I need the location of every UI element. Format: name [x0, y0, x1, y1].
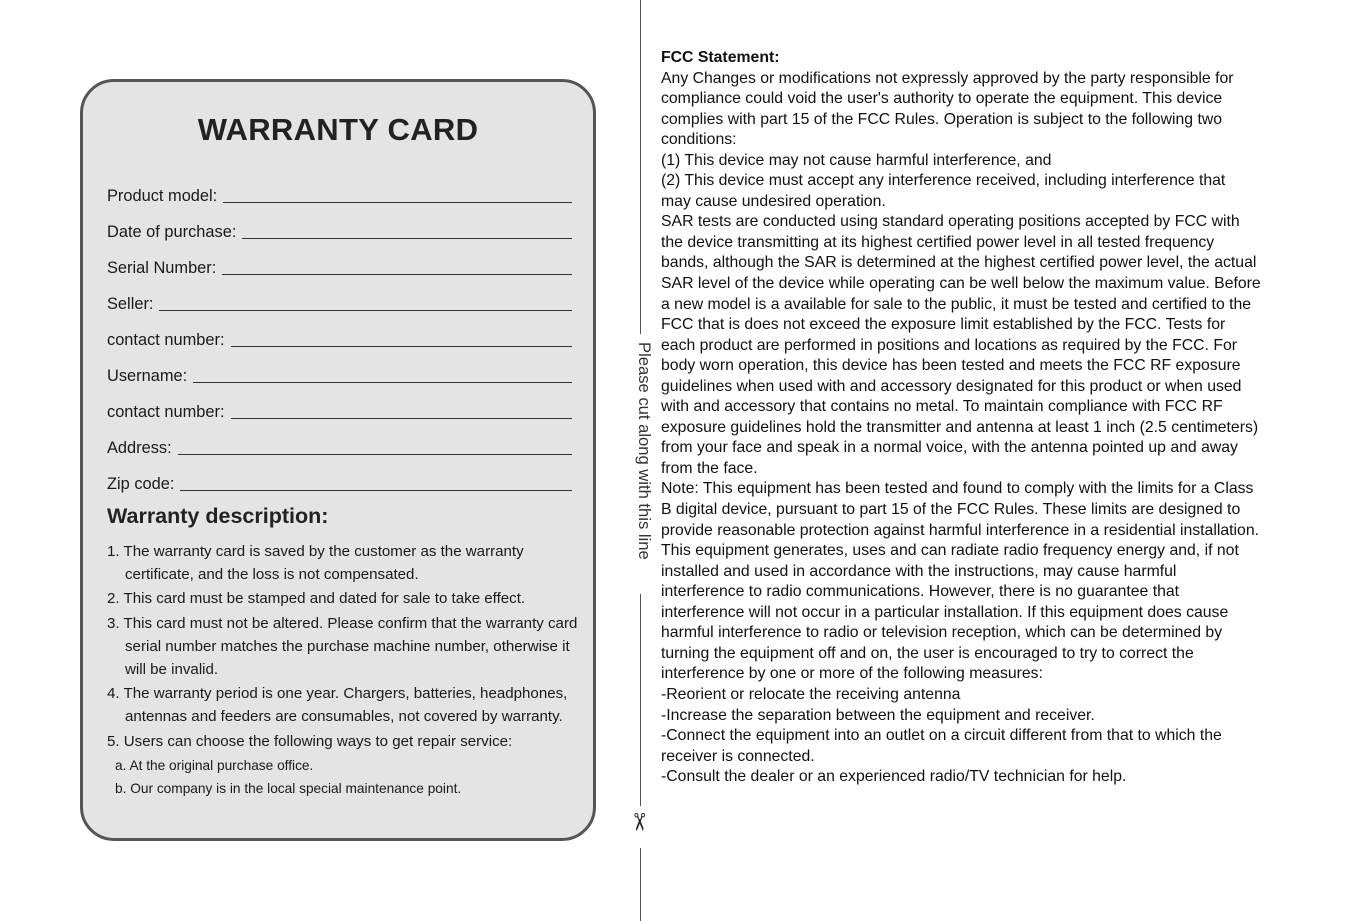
- scissors-icon: ✂: [625, 811, 653, 833]
- field-blank-line: [231, 418, 572, 419]
- cut-line-middle: [640, 594, 641, 806]
- field-blank-line: [223, 202, 572, 203]
- field-seller-contact-number[interactable]: [107, 314, 572, 350]
- fcc-statement: [661, 48, 1313, 788]
- field-user-contact-number[interactable]: [107, 386, 572, 422]
- field-label: Seller:: [107, 295, 154, 313]
- fcc-text-line: with and accessory that contains no metal. To maintain compliance with FCC RF: [661, 398, 1223, 416]
- fcc-text-line: Any Changes or modifications not expressly approved by the party responsible for: [661, 69, 1234, 87]
- warranty-description-list: [107, 541, 589, 800]
- warranty-fields: [107, 170, 572, 494]
- fcc-text-line: complies with part 15 of the FCC Rules. Operation is subject to the following two: [661, 110, 1223, 128]
- fcc-text-line: -Consult the dealer or an experienced radio/TV technician for help.: [661, 768, 1127, 786]
- fcc-text-line: -Increase the separation between the equipment and receiver.: [661, 706, 1095, 724]
- fcc-text-line: guidelines when used with and accessory designated for this product or when used: [661, 377, 1242, 395]
- fcc-text-line: each product are performed in positions and locations as required by the FCC. For: [661, 336, 1238, 354]
- fcc-text-line: compliance could void the user's authority to operate the equipment. This device: [661, 90, 1223, 108]
- fcc-text-line: SAR level of the device while operating can be well below the maximum value. Before: [661, 275, 1261, 293]
- field-label: contact number:: [107, 403, 225, 421]
- field-blank-line: [193, 382, 572, 383]
- warranty-card: [80, 79, 596, 841]
- field-label: Serial Number:: [107, 259, 217, 277]
- fcc-text-line: -Connect the equipment into an outlet on a circuit different from that to which the: [661, 727, 1222, 745]
- fcc-text-line: FCC that is does not exceed the exposure limit established by the FCC. Tests for: [661, 316, 1226, 334]
- warranty-description-title: Warranty description:: [107, 504, 329, 528]
- fcc-text-line: may cause undesired operation.: [661, 192, 886, 210]
- field-label: Date of purchase:: [107, 223, 237, 241]
- fcc-text-line: interference will not occur in a particular installation. If this equipment does cause: [661, 603, 1229, 621]
- fcc-statement-title: FCC Statement:: [661, 49, 780, 66]
- field-username[interactable]: [107, 350, 572, 386]
- list-item: 4. The warranty period is one year. Chargers, batteries, headphones, antennas and feeders are consumables, not covered by warranty.: [107, 685, 568, 725]
- list-item: 3. This card must not be altered. Please confirm that the warranty card serial number matches the purchase machine number, otherwise it will be invalid.: [107, 614, 578, 678]
- list-sub-item: a. At the original purchase office.: [115, 758, 314, 774]
- field-label: Address:: [107, 439, 172, 457]
- fcc-text-line: from your face and speak in a normal voice, with the antenna pointed up and away: [661, 439, 1238, 457]
- fcc-text-line: Note: This equipment has been tested and found to comply with the limits for a Class: [661, 480, 1254, 498]
- fcc-text-line: (2) This device must accept any interference received, including interference that: [661, 172, 1226, 190]
- field-blank-line: [178, 454, 572, 455]
- fcc-text-line: This equipment generates, uses and can radiate radio frequency energy and, if not: [661, 542, 1239, 560]
- field-address[interactable]: [107, 422, 572, 458]
- fcc-text-line: installed and used in accordance with the instructions, may cause harmful: [661, 562, 1177, 580]
- fcc-text-line: -Reorient or relocate the receiving antenna: [661, 685, 961, 703]
- fcc-text-line: turning the equipment off and on, the user is encouraged to try to correct the: [661, 644, 1194, 662]
- fcc-text-line: interference to radio communications. However, there is no guarantee that: [661, 583, 1180, 601]
- field-blank-line: [222, 274, 572, 275]
- field-date-of-purchase[interactable]: [107, 206, 572, 242]
- fcc-text-line: B digital device, pursuant to part 15 of the FCC Rules. These limits are designed to: [661, 501, 1241, 519]
- fcc-text-line: interference by one or more of the following measures:: [661, 665, 1043, 683]
- field-blank-line: [159, 310, 572, 311]
- warranty-card-title: WARRANTY CARD: [197, 112, 479, 147]
- fcc-text-line: SAR tests are conducted using standard operating positions accepted by FCC with: [661, 213, 1240, 231]
- fcc-text-line: bands, although the SAR is determined at the highest certified power level, the actual: [661, 254, 1257, 272]
- field-label: contact number:: [107, 331, 225, 349]
- field-seller[interactable]: [107, 278, 572, 314]
- field-product-model[interactable]: [107, 170, 572, 206]
- field-zip-code[interactable]: [107, 458, 572, 494]
- fcc-text-line: exposure guidelines hold the transmitter and antenna at least 1 inch (2.5 centimeters): [661, 418, 1259, 436]
- fcc-text-line: the device transmitting at its highest certified power level in all tested frequency: [661, 233, 1215, 251]
- list-item: 2. This card must be stamped and dated for sale to take effect.: [107, 590, 526, 608]
- field-blank-line: [180, 490, 572, 491]
- fcc-text-line: provide reasonable protection against harmful interference in a residential installation.: [661, 521, 1259, 539]
- field-serial-number[interactable]: [107, 242, 572, 278]
- list-item: 5. Users can choose the following ways to get repair service:: [107, 732, 513, 750]
- cut-line-upper: [640, 0, 641, 334]
- list-item: 1. The warranty card is saved by the customer as the warranty certificate, and the loss is not compensated.: [107, 543, 524, 583]
- field-label: Username:: [107, 367, 188, 385]
- fcc-text-line: from the face.: [661, 459, 758, 477]
- field-blank-line: [242, 238, 572, 239]
- fcc-statement-body: [661, 69, 1313, 788]
- fcc-text-line: body worn operation, this device has been tested and meets the FCC RF exposure: [661, 357, 1241, 375]
- fcc-text-line: conditions:: [661, 131, 737, 149]
- field-blank-line: [231, 346, 572, 347]
- cut-line-lower: [640, 848, 641, 921]
- list-sub-item: b. Our company is in the local special maintenance point.: [115, 780, 462, 796]
- fcc-text-line: receiver is connected.: [661, 747, 815, 765]
- fcc-text-line: a new model is a available for sale to the public, it must be tested and certified to the: [661, 295, 1252, 313]
- fcc-text-line: (1) This device may not cause harmful interference, and: [661, 151, 1052, 169]
- fcc-text-line: harmful interference to radio or television reception, which can be determined by: [661, 624, 1223, 642]
- field-label: Product model:: [107, 187, 218, 205]
- field-label: Zip code:: [107, 475, 175, 493]
- cut-instruction: Please cut along with this line: [635, 342, 654, 560]
